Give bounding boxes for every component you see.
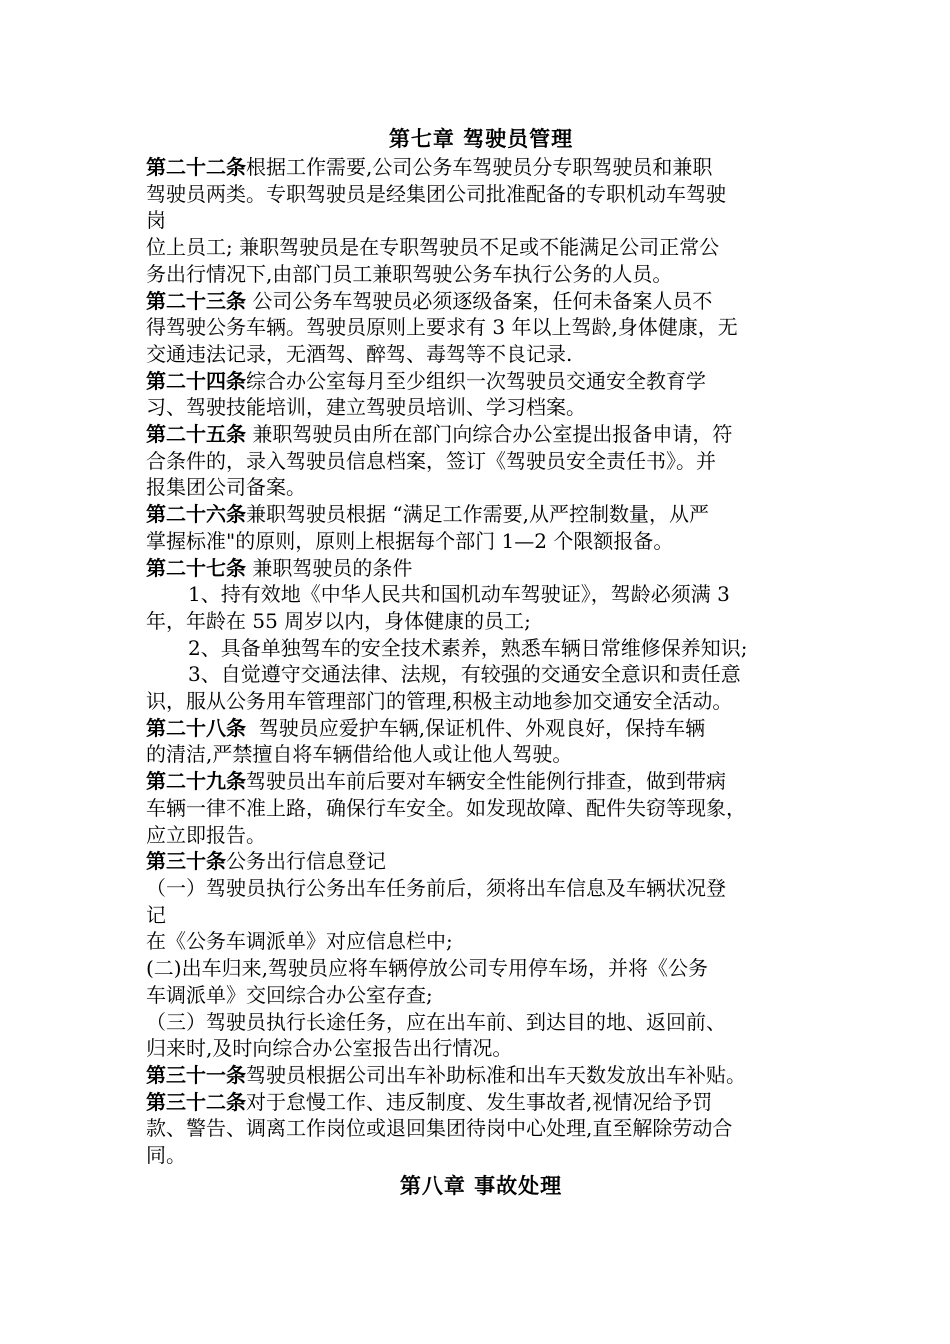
article-22-label: 第二十二条 [146, 155, 246, 179]
article-30-sub-3a: （三）驾驶员执行长途任务，应在出车前、到达目的地、返回前、 [146, 1009, 726, 1034]
article-23-label: 第二十三条 [146, 288, 246, 313]
article-27-item-3a: 3、自觉遵守交通法律、法规，有较强的交通安全意识和责任意 [188, 662, 741, 687]
article-29-line-1: 第二十九条驾驶员出车前后要对车辆安全性能例行排查，做到带病 [146, 769, 726, 794]
article-30-sub-1c: 在《公务车调派单》对应信息栏中; [146, 929, 453, 954]
article-29-line-3: 应立即报告。 [146, 822, 266, 847]
article-22-line-5: 务出行情况下,由部门员工兼职驾驶公务车执行公务的人员。 [146, 261, 673, 286]
article-24-label: 第二十四条 [146, 368, 246, 393]
article-24-line-2: 习、驾驶技能培训，建立驾驶员培训、学习档案。 [146, 395, 586, 420]
article-27-item-1b: 年，年龄在 55 周岁以内，身体健康的员工; [146, 608, 531, 633]
article-25-line-2: 合条件的，录入驾驶员信息档案，签订《驾驶员安全责任书》。并 [146, 448, 716, 473]
article-24-line-1: 第二十四条综合办公室每月至少组织一次驾驶员交通安全教育学 [146, 368, 706, 393]
article-32-line-1: 第三十二条对于怠慢工作、违反制度、发生事故者,视情况给予罚 [146, 1089, 713, 1114]
article-23-line-2: 得驾驶公务车辆。驾驶员原则上要求有 3 年以上驾龄,身体健康，无 [146, 315, 738, 340]
article-29-line-2: 车辆一律不准上路，确保行车安全。如发现故障、配件失窃等现象， [146, 795, 746, 820]
document-page [146, 124, 816, 1201]
article-30-label: 第三十条 [146, 849, 226, 874]
article-31-line-1: 第三十一条驾驶员根据公司出车补助标准和出车天数发放出车补贴。 [146, 1062, 746, 1087]
article-23-line-3: 交通违法记录，无酒驾、醉驾、毒驾等不良记录. [146, 341, 573, 366]
article-27-line-1: 第二十七条 兼职驾驶员的条件 [146, 555, 413, 580]
article-30-sub-3b: 归来时,及时向综合办公室报告出行情况。 [146, 1036, 513, 1061]
article-27-item-1a: 1、持有效地《中华人民共和国机动车驾驶证》，驾龄必须满 3 [188, 582, 730, 607]
article-25-line-3: 报集团公司备案。 [146, 475, 306, 500]
article-26-line-2: 掌握标准"的原则，原则上根据每个部门 1—2 个限额报备。 [146, 528, 674, 553]
article-22-line-3: 岗 [146, 208, 166, 233]
article-30-line-1: 第三十条公务出行信息登记 [146, 849, 386, 874]
article-26-line-1: 第二十六条兼职驾驶员根据 “满足工作需要,从严控制数量，从严 [146, 502, 709, 527]
chapter-7-title: 第七章 驾驶员管理 [388, 126, 574, 151]
article-25-line-1: 第二十五条 兼职驾驶员由所在部门向综合办公室提出报备申请，符 [146, 422, 733, 447]
article-32-line-3: 同。 [146, 1143, 186, 1168]
article-32-label: 第三十二条 [146, 1089, 246, 1114]
article-32-line-2: 款、警告、调离工作岗位或退回集团待岗中心处理,直至解除劳动合 [146, 1116, 733, 1141]
article-29-label: 第二十九条 [146, 769, 246, 794]
article-22-line-1: 第二十二条根据工作需要,公司公务车驾驶员分专职驾驶员和兼职 [146, 155, 713, 179]
article-27-item-2: 2、具备单独驾车的安全技术素养，熟悉车辆日常维修保养知识; [188, 635, 748, 660]
article-30-sub-2a: (二)出车归来,驾驶员应将车辆停放公司专用停车场，并将《公务 [146, 956, 708, 981]
article-23-line-1: 第二十三条 公司公务车驾驶员必须逐级备案，任何未备案人员不 [146, 288, 713, 313]
article-25-label: 第二十五条 [146, 422, 246, 447]
article-26-label: 第二十六条 [146, 502, 246, 527]
article-22-line-4: 位上员工; 兼职驾驶员是在专职驾驶员不足或不能满足公司正常公 [146, 235, 720, 260]
article-27-label: 第二十七条 [146, 555, 246, 580]
article-30-sub-1b: 记 [146, 902, 166, 927]
article-28-line-1: 第二十八条 驾驶员应爱护车辆,保证机件、外观良好，保持车辆 [146, 715, 706, 740]
article-28-label: 第二十八条 [146, 715, 246, 740]
article-31-label: 第三十一条 [146, 1062, 246, 1087]
article-30-sub-2b: 车调派单》交回综合办公室存查; [146, 982, 433, 1007]
article-22-line-2: 驾驶员两类。专职驾驶员是经集团公司批准配备的专职机动车驾驶 [146, 181, 726, 206]
article-30-sub-1a: （一）驾驶员执行公务出车任务前后，须将出车信息及车辆状况登 [146, 875, 726, 900]
article-27-item-3b: 识，服从公务用车管理部门的管理,积极主动地参加交通安全活动。 [146, 689, 733, 714]
article-28-line-2: 的清洁,严禁擅自将车辆借给他人或让他人驾驶。 [146, 742, 573, 767]
chapter-8-title: 第八章 事故处理 [399, 1172, 563, 1198]
